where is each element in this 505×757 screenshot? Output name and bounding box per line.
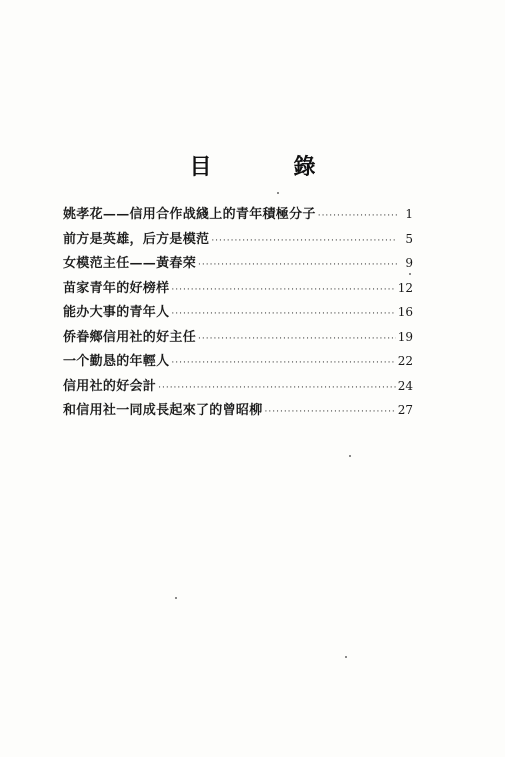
toc-entry-title: 一个勤恳的年輕人	[63, 354, 170, 369]
dot-leader	[198, 334, 396, 344]
dot-leader	[171, 358, 395, 368]
print-speck	[349, 455, 351, 457]
toc-entry-page: 9	[405, 256, 413, 270]
toc-entry-title: 能办大事的青年人	[63, 305, 170, 320]
toc-entry[interactable]	[63, 301, 413, 326]
print-speck	[345, 656, 347, 658]
toc-entry-page: 19	[397, 329, 413, 344]
toc-entry-page: 12	[397, 280, 413, 295]
toc-entry[interactable]	[63, 203, 413, 228]
toc-entry-title: 姚孝花——信用合作战綫上的青年積極分子	[63, 207, 316, 222]
toc-entry-title: 前方是英雄，后方是模范	[63, 231, 210, 247]
dot-leader	[265, 407, 396, 417]
toc-entry-page: 24	[397, 378, 413, 393]
toc-entry[interactable]	[63, 399, 413, 424]
toc-entry-page: 1	[405, 207, 413, 221]
toc-entry-page: 27	[397, 403, 413, 417]
toc-entry-title: 女模范主任——黃春荣	[63, 256, 196, 271]
table-of-contents	[63, 203, 413, 424]
print-speck	[175, 597, 177, 599]
toc-entry-title: 苗家青年的好榜样	[63, 280, 170, 296]
dot-leader	[211, 236, 397, 246]
toc-entry[interactable]	[63, 375, 413, 400]
toc-entry[interactable]	[63, 277, 413, 302]
print-speck	[409, 273, 411, 275]
toc-entry-title: 和信用社一同成長起來了的曾昭柳	[63, 403, 263, 418]
toc-entry-title: 信用社的好会計	[63, 378, 157, 394]
contents-heading: 目 錄	[189, 155, 346, 180]
toc-entry[interactable]	[63, 252, 413, 277]
dot-leader	[171, 285, 395, 295]
dot-leader	[198, 260, 397, 270]
dot-leader	[318, 211, 397, 221]
print-speck	[277, 192, 279, 194]
dot-leader	[171, 309, 395, 319]
toc-entry-page: 5	[405, 231, 413, 246]
toc-entry[interactable]	[63, 326, 413, 351]
toc-entry[interactable]	[63, 228, 413, 253]
toc-entry[interactable]	[63, 350, 413, 375]
toc-entry-page: 16	[397, 305, 413, 319]
dot-leader	[158, 383, 396, 393]
toc-entry-title: 侨眷鄉信用社的好主任	[63, 329, 197, 345]
toc-entry-page: 22	[397, 354, 413, 368]
